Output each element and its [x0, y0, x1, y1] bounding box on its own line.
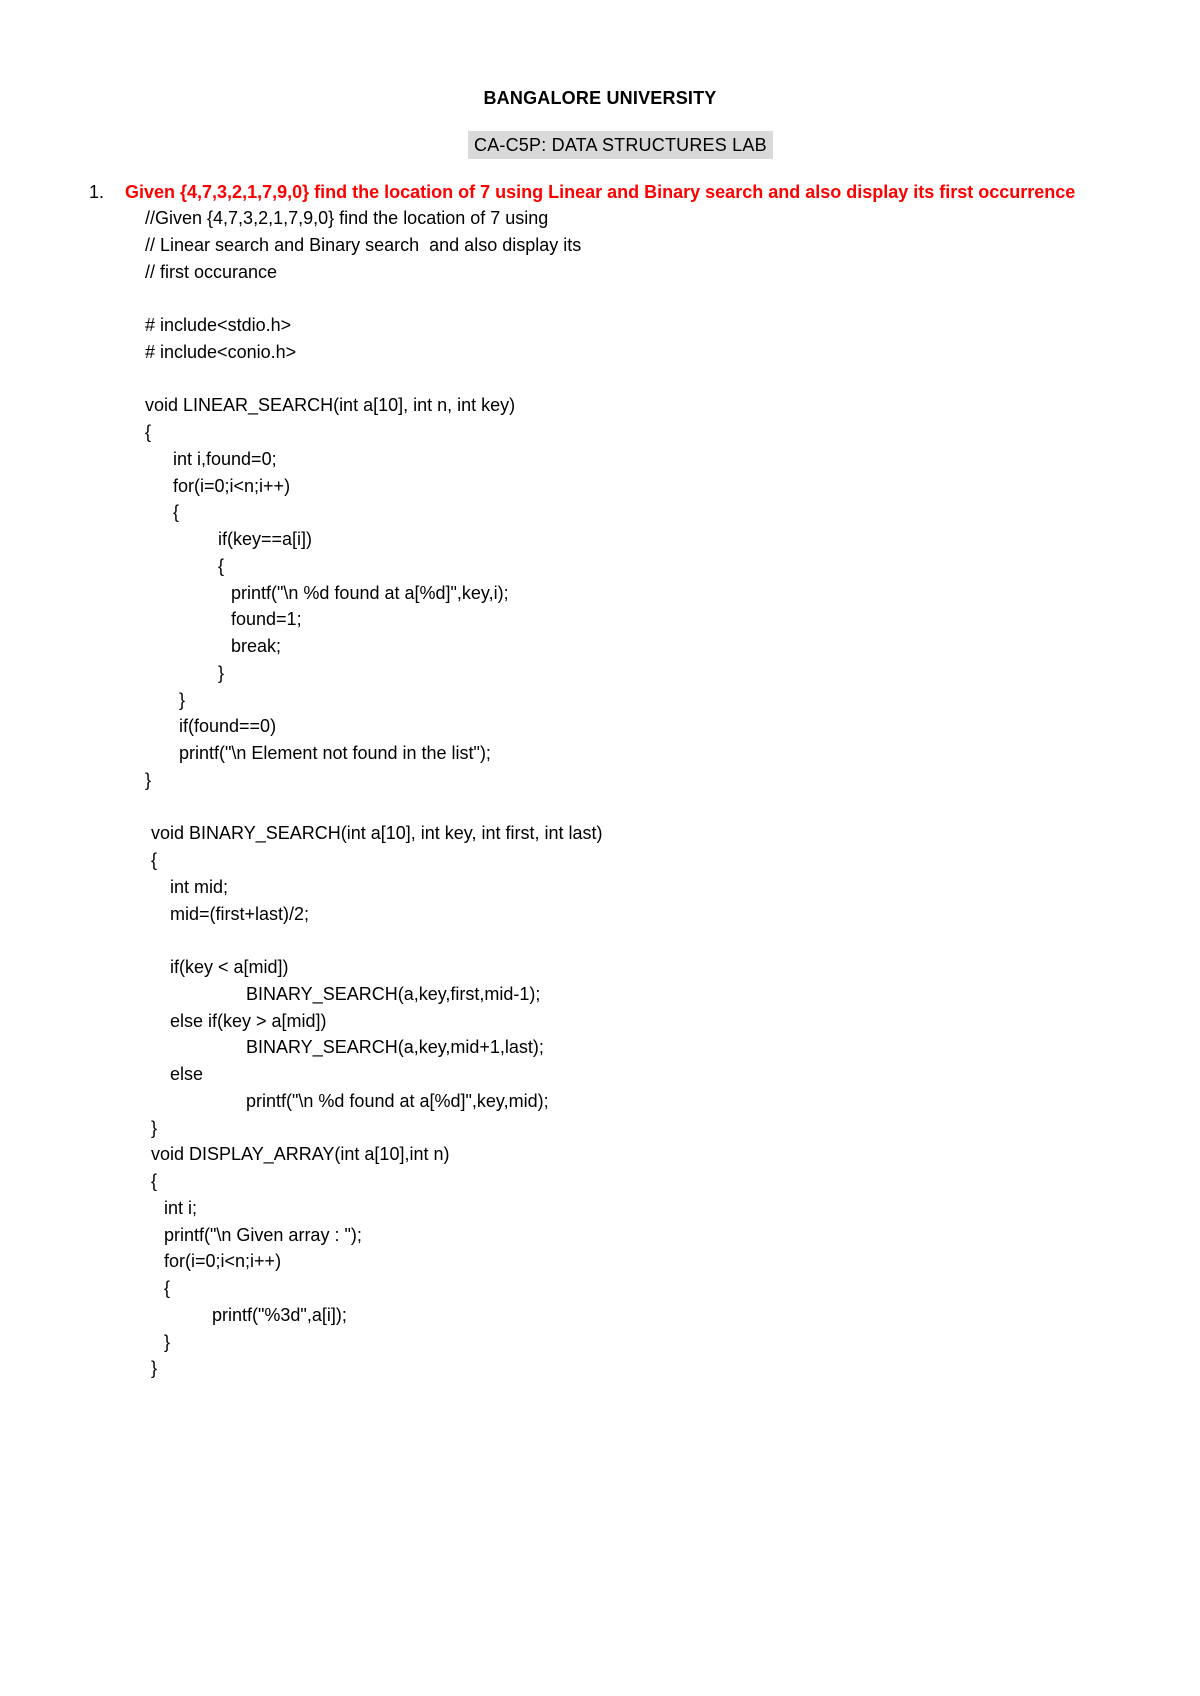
code-line: for(i=0;i<n;i++)	[173, 476, 291, 496]
code-line: void BINARY_SEARCH(int a[10], int key, int first, int last)	[151, 823, 603, 843]
code-line: printf("\n Element not found in the list");	[179, 743, 491, 763]
code-line: if(key==a[i])	[218, 529, 313, 549]
code-line: void LINEAR_SEARCH(int a[10], int n, int key)	[145, 395, 516, 415]
code-line: else if(key > a[mid])	[170, 1011, 327, 1031]
code-line: BINARY_SEARCH(a,key,first,mid-1);	[246, 984, 541, 1004]
code-line: mid=(first+last)/2;	[170, 904, 310, 924]
code-line: # include<stdio.h>	[145, 315, 292, 335]
code-line: {	[164, 1278, 171, 1298]
code-line: {	[173, 502, 180, 522]
question-number: 1.	[89, 182, 105, 202]
code-line: int mid;	[170, 877, 229, 897]
code-line: printf("\n %d found at a[%d]",key,i);	[231, 583, 509, 603]
code-line: # include<conio.h>	[145, 342, 297, 362]
university-title: BANGALORE UNIVERSITY	[483, 88, 717, 108]
code-line: int i,found=0;	[173, 449, 277, 469]
code-line: // first occurance	[145, 262, 278, 282]
code-line: {	[151, 850, 158, 870]
code-line: void DISPLAY_ARRAY(int a[10],int n)	[151, 1144, 450, 1164]
code-line: if(found==0)	[179, 716, 277, 736]
code-line: break;	[231, 636, 282, 656]
code-line: }	[218, 663, 225, 683]
code-line: printf("\n %d found at a[%d]",key,mid);	[246, 1091, 549, 1111]
code-line: found=1;	[231, 609, 302, 629]
code-line: {	[145, 422, 152, 442]
code-line: printf("\n Given array : ");	[164, 1225, 362, 1245]
code-line: else	[170, 1064, 204, 1084]
question-text: Given {4,7,3,2,1,7,9,0} find the location of 7 using Linear and Binary search and also display its first occurrence	[125, 182, 1076, 202]
code-line: }	[151, 1358, 158, 1378]
code-line: BINARY_SEARCH(a,key,mid+1,last);	[246, 1037, 544, 1057]
code-line: {	[151, 1171, 158, 1191]
code-line: // Linear search and Binary search and also display its	[145, 235, 582, 255]
code-line: {	[218, 556, 225, 576]
code-line: }	[145, 770, 152, 790]
question-item	[89, 180, 1189, 204]
code-line: if(key < a[mid])	[170, 957, 289, 977]
code-line: //Given {4,7,3,2,1,7,9,0} find the location of 7 using	[145, 208, 549, 228]
code-line: }	[164, 1332, 171, 1352]
code-line: }	[179, 690, 186, 710]
code-line: printf("%3d",a[i]);	[212, 1305, 347, 1325]
code-line: int i;	[164, 1198, 198, 1218]
course-title: CA-C5P: DATA STRUCTURES LAB	[468, 131, 773, 159]
code-line: }	[151, 1118, 158, 1138]
code-line: for(i=0;i<n;i++)	[164, 1251, 282, 1271]
